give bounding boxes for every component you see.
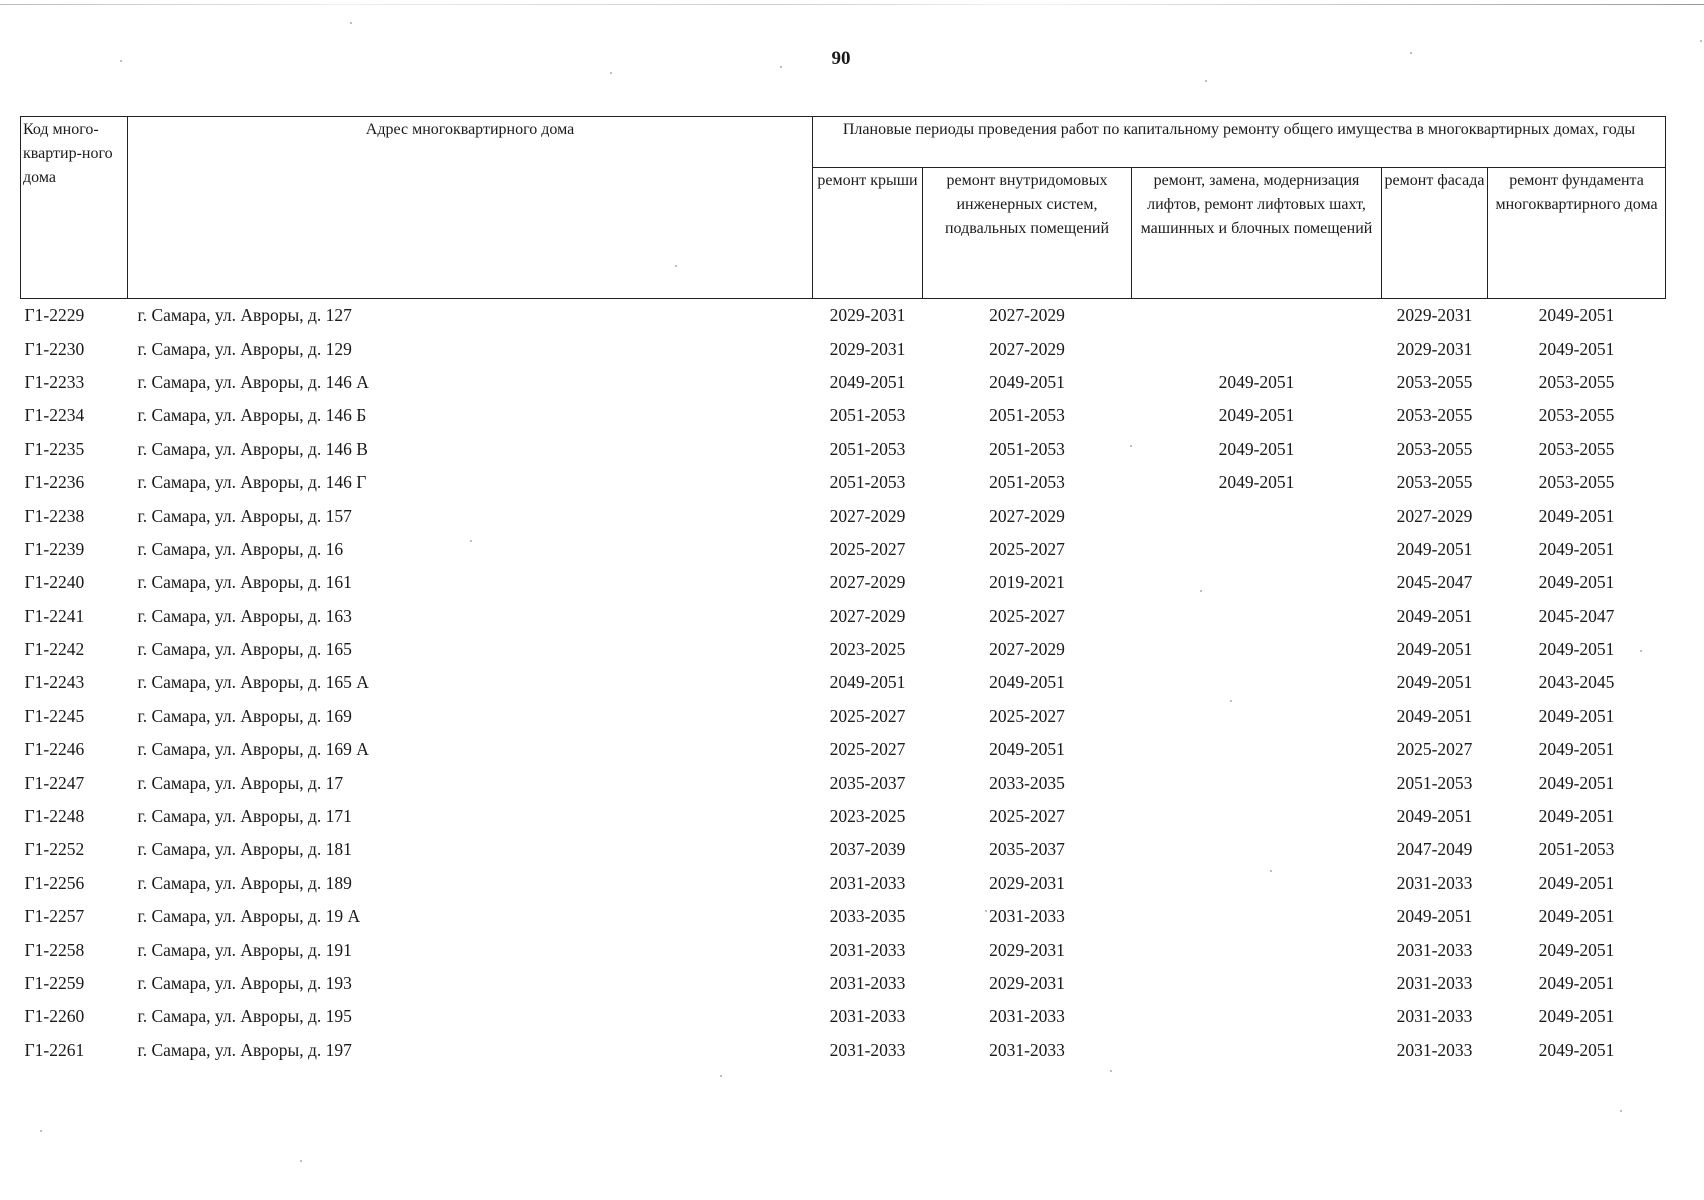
cell-address: г. Самара, ул. Авроры, д. 165 А (137, 672, 369, 693)
cell-roof: 2027-2029 (829, 605, 906, 626)
cell-engineering: 2029-2031 (989, 939, 1065, 960)
cell-code: Г1-2247 (24, 772, 85, 793)
cell-foundation: 2049-2051 (1538, 338, 1615, 359)
cell-code: Г1-2240 (24, 572, 85, 593)
scan-speck (350, 22, 352, 24)
header-address: Адрес многоквартирного дома (128, 117, 813, 299)
cell-engineering: 2025-2027 (989, 538, 1065, 559)
cell-code: Г1-2258 (24, 939, 85, 960)
cell-elevators (1132, 867, 1382, 900)
scan-speck (610, 72, 612, 74)
cell-code: Г1-2252 (24, 839, 85, 860)
scan-speck (1130, 445, 1132, 447)
table-row (21, 766, 1666, 799)
cell-elevators (1132, 900, 1382, 933)
cell-roof: 2051-2053 (829, 405, 906, 426)
cell-elevators (1132, 332, 1382, 365)
cell-roof: 2029-2031 (829, 305, 906, 326)
cell-facade: 2031-2033 (1396, 1039, 1473, 1060)
cell-code: Г1-2257 (24, 906, 85, 927)
cell-address: г. Самара, ул. Авроры, д. 146 В (137, 438, 368, 459)
cell-elevators: 2049-2051 (1218, 472, 1295, 493)
cell-foundation: 2049-2051 (1538, 772, 1615, 793)
header-engineering: ремонт внутридомовых инженерных систем, подвальных помещений (923, 168, 1132, 299)
cell-facade: 2029-2031 (1396, 338, 1473, 359)
cell-address: г. Самара, ул. Авроры, д. 146 Г (137, 472, 367, 493)
cell-elevators (1132, 700, 1382, 733)
cell-facade: 2051-2053 (1396, 772, 1473, 793)
cell-elevators (1132, 833, 1382, 866)
cell-facade: 2049-2051 (1396, 605, 1473, 626)
table-row (21, 533, 1666, 566)
cell-foundation: 2049-2051 (1538, 739, 1615, 760)
cell-foundation: 2049-2051 (1538, 572, 1615, 593)
table-row (21, 666, 1666, 699)
table-row (21, 1034, 1666, 1067)
cell-address: г. Самара, ул. Авроры, д. 197 (137, 1039, 352, 1060)
table-body (21, 299, 1666, 1067)
cell-facade: 2049-2051 (1396, 538, 1473, 559)
cell-foundation: 2053-2055 (1538, 371, 1615, 392)
cell-facade: 2049-2051 (1396, 672, 1473, 693)
cell-roof: 2037-2039 (829, 839, 906, 860)
scan-edge-line (0, 4, 1704, 5)
cell-elevators: 2049-2051 (1218, 438, 1295, 459)
cell-elevators (1132, 800, 1382, 833)
cell-engineering: 2029-2031 (989, 872, 1065, 893)
cell-roof: 2025-2027 (829, 538, 906, 559)
cell-engineering: 2031-2033 (989, 1006, 1065, 1027)
cell-roof: 2031-2033 (829, 872, 906, 893)
scan-speck (40, 1130, 42, 1132)
cell-foundation: 2051-2053 (1538, 839, 1615, 860)
cell-roof: 2027-2029 (829, 572, 906, 593)
cell-facade: 2053-2055 (1396, 371, 1473, 392)
cell-roof: 2049-2051 (829, 672, 906, 693)
cell-foundation: 2049-2051 (1538, 538, 1615, 559)
cell-foundation: 2049-2051 (1538, 973, 1615, 993)
cell-code: Г1-2234 (24, 405, 85, 426)
cell-foundation: 2049-2051 (1538, 305, 1615, 326)
cell-foundation: 2049-2051 (1538, 639, 1615, 660)
cell-engineering: 2033-2035 (989, 772, 1065, 793)
cell-engineering: 2025-2027 (989, 705, 1065, 726)
table-row (21, 499, 1666, 532)
cell-engineering: 2049-2051 (989, 739, 1065, 760)
cell-foundation: 2049-2051 (1538, 806, 1615, 827)
cell-facade: 2053-2055 (1396, 472, 1473, 493)
scan-speck (1620, 1110, 1622, 1112)
cell-foundation: 2049-2051 (1538, 1039, 1615, 1060)
cell-engineering: 2051-2053 (989, 438, 1065, 459)
cell-address: г. Самара, ул. Авроры, д. 189 (137, 872, 352, 893)
cell-elevators (1132, 633, 1382, 666)
cell-foundation: 2053-2055 (1538, 438, 1615, 459)
cell-code: Г1-2246 (24, 739, 85, 760)
cell-address: г. Самара, ул. Авроры, д. 161 (137, 572, 352, 593)
table-row (21, 933, 1666, 966)
cell-elevators (1132, 666, 1382, 699)
scan-speck (1700, 40, 1702, 42)
cell-address: г. Самара, ул. Авроры, д. 171 (137, 806, 352, 827)
cell-code: Г1-2245 (24, 705, 85, 726)
cell-foundation: 2049-2051 (1538, 505, 1615, 526)
cell-elevators (1132, 766, 1382, 799)
cell-facade: 2047-2049 (1396, 839, 1473, 860)
header-code: Код много-квартир-ного дома (21, 117, 128, 299)
cell-address: г. Самара, ул. Авроры, д. 191 (137, 939, 352, 960)
cell-roof: 2031-2033 (829, 1039, 906, 1060)
cell-facade: 2031-2033 (1396, 973, 1473, 993)
cell-facade: 2049-2051 (1396, 906, 1473, 927)
header-facade: ремонт фасада (1382, 168, 1488, 299)
cell-code: Г1-2238 (24, 505, 85, 526)
cell-address: г. Самара, ул. Авроры, д. 165 (137, 639, 352, 660)
cell-elevators (1132, 733, 1382, 766)
scan-speck (1110, 1070, 1112, 1072)
cell-foundation: 2049-2051 (1538, 1006, 1615, 1027)
table-row (21, 633, 1666, 666)
cell-elevators (1132, 533, 1382, 566)
cell-elevators: 2049-2051 (1218, 371, 1295, 392)
scan-speck (1205, 80, 1207, 82)
cell-engineering: 2029-2031 (989, 973, 1065, 993)
cell-roof: 2025-2027 (829, 705, 906, 726)
scan-speck (985, 910, 987, 912)
cell-elevators (1132, 600, 1382, 633)
cell-address: г. Самара, ул. Авроры, д. 169 (137, 705, 352, 726)
header-elevators: ремонт, замена, модернизация лифтов, ремонт лифтовых шахт, машинных и блочных помещений (1132, 168, 1382, 299)
cell-code: Г1-2241 (24, 605, 85, 626)
cell-facade: 2031-2033 (1396, 872, 1473, 893)
cell-code: Г1-2235 (24, 438, 85, 459)
cell-facade: 2053-2055 (1396, 438, 1473, 459)
cell-facade: 2053-2055 (1396, 405, 1473, 426)
cell-roof: 2051-2053 (829, 472, 906, 493)
header-foundation: ремонт фундамента многоквартирного дома (1488, 168, 1666, 299)
cell-facade: 2049-2051 (1396, 806, 1473, 827)
cell-address: г. Самара, ул. Авроры, д. 195 (137, 1006, 352, 1027)
scan-speck (720, 1075, 722, 1077)
cell-roof: 2033-2035 (829, 906, 906, 927)
cell-address: г. Самара, ул. Авроры, д. 17 (137, 772, 344, 793)
table-row (21, 600, 1666, 633)
cell-address: г. Самара, ул. Авроры, д. 193 (137, 973, 352, 993)
table-row (21, 332, 1666, 365)
scan-speck (120, 60, 122, 62)
scan-speck (1410, 52, 1412, 54)
cell-elevators (1132, 933, 1382, 966)
cell-roof: 2035-2037 (829, 772, 906, 793)
cell-code: Г1-2233 (24, 371, 85, 392)
scan-speck (470, 540, 472, 542)
cell-elevators (1132, 566, 1382, 599)
table-row (21, 700, 1666, 733)
cell-roof: 2029-2031 (829, 338, 906, 359)
cell-engineering: 2027-2029 (989, 505, 1065, 526)
cell-code: Г1-2243 (24, 672, 85, 693)
cell-code: Г1-2256 (24, 872, 85, 893)
cell-address: г. Самара, ул. Авроры, д. 129 (137, 338, 352, 359)
table-row (21, 1000, 1666, 1033)
cell-address: г. Самара, ул. Авроры, д. 16 (137, 538, 344, 559)
cell-engineering: 2049-2051 (989, 672, 1065, 693)
page-number: 90 (831, 48, 851, 69)
table-row (21, 867, 1666, 900)
cell-address: г. Самара, ул. Авроры, д. 146 А (137, 371, 369, 392)
cell-roof: 2023-2025 (829, 806, 906, 827)
cell-foundation: 2053-2055 (1538, 472, 1615, 493)
cell-code: Г1-2260 (24, 1006, 85, 1027)
cell-engineering: 2035-2037 (989, 839, 1065, 860)
cell-engineering: 2019-2021 (989, 572, 1065, 593)
cell-facade: 2031-2033 (1396, 1006, 1473, 1027)
cell-foundation: 2043-2045 (1538, 672, 1615, 693)
cell-roof: 2031-2033 (829, 973, 906, 993)
cell-facade: 2031-2033 (1396, 939, 1473, 960)
scan-speck (1640, 650, 1642, 652)
cell-foundation: 2053-2055 (1538, 405, 1615, 426)
cell-code: Г1-2259 (24, 973, 85, 993)
table-row (21, 433, 1666, 466)
cell-roof: 2027-2029 (829, 505, 906, 526)
cell-code: Г1-2229 (24, 305, 85, 326)
cell-elevators (1132, 499, 1382, 532)
cell-elevators (1132, 299, 1382, 333)
cell-code: Г1-2261 (24, 1039, 85, 1060)
cell-roof: 2049-2051 (829, 371, 906, 392)
cell-foundation: 2045-2047 (1538, 605, 1615, 626)
cell-code: Г1-2236 (24, 472, 85, 493)
cell-engineering: 2031-2033 (989, 906, 1065, 927)
cell-facade: 2049-2051 (1396, 639, 1473, 660)
scan-speck (300, 1160, 302, 1162)
table-row (21, 833, 1666, 866)
cell-elevators (1132, 1034, 1382, 1067)
scan-speck (1200, 590, 1202, 592)
cell-elevators (1132, 967, 1382, 1000)
cell-roof: 2031-2033 (829, 1006, 906, 1027)
cell-engineering: 2051-2053 (989, 472, 1065, 493)
cell-elevators: 2049-2051 (1218, 405, 1295, 426)
table-header (21, 117, 1666, 299)
scan-speck (675, 265, 677, 267)
cell-roof: 2023-2025 (829, 639, 906, 660)
cell-engineering: 2027-2029 (989, 305, 1065, 326)
cell-engineering: 2025-2027 (989, 806, 1065, 827)
cell-address: г. Самара, ул. Авроры, д. 163 (137, 605, 352, 626)
cell-engineering: 2027-2029 (989, 338, 1065, 359)
scan-speck (1270, 870, 1272, 872)
cell-facade: 2049-2051 (1396, 705, 1473, 726)
table-row (21, 967, 1666, 1000)
table-row (21, 900, 1666, 933)
cell-facade: 2045-2047 (1396, 572, 1473, 593)
cell-roof: 2031-2033 (829, 939, 906, 960)
scan-speck (780, 66, 782, 68)
scan-speck (1230, 700, 1232, 702)
cell-code: Г1-2248 (24, 806, 85, 827)
cell-address: г. Самара, ул. Авроры, д. 181 (137, 839, 352, 860)
cell-address: г. Самара, ул. Авроры, д. 127 (137, 305, 352, 326)
cell-foundation: 2049-2051 (1538, 939, 1615, 960)
capital-repair-schedule-table (20, 116, 1666, 1067)
cell-facade: 2029-2031 (1396, 305, 1473, 326)
cell-address: г. Самара, ул. Авроры, д. 169 А (137, 739, 369, 760)
cell-foundation: 2049-2051 (1538, 872, 1615, 893)
cell-facade: 2027-2029 (1396, 505, 1473, 526)
cell-foundation: 2049-2051 (1538, 906, 1615, 927)
cell-address: г. Самара, ул. Авроры, д. 146 Б (137, 405, 367, 426)
cell-address: г. Самара, ул. Авроры, д. 157 (137, 505, 352, 526)
cell-code: Г1-2239 (24, 538, 85, 559)
table-row (21, 733, 1666, 766)
table-row (21, 800, 1666, 833)
cell-engineering: 2025-2027 (989, 605, 1065, 626)
header-periods-group: Плановые периоды проведения работ по капитальному ремонту общего имущества в многоквартирных домах, годы (813, 117, 1666, 168)
table-row (21, 299, 1666, 333)
cell-roof: 2025-2027 (829, 739, 906, 760)
cell-engineering: 2051-2053 (989, 405, 1065, 426)
cell-code: Г1-2230 (24, 338, 85, 359)
header-roof: ремонт крыши (813, 168, 923, 299)
table-row (21, 366, 1666, 399)
cell-address: г. Самара, ул. Авроры, д. 19 А (137, 906, 361, 927)
cell-engineering: 2049-2051 (989, 371, 1065, 392)
cell-engineering: 2027-2029 (989, 639, 1065, 660)
cell-foundation: 2049-2051 (1538, 705, 1615, 726)
cell-facade: 2025-2027 (1396, 739, 1473, 760)
cell-code: Г1-2242 (24, 639, 85, 660)
table-row (21, 466, 1666, 499)
cell-elevators (1132, 1000, 1382, 1033)
cell-roof: 2051-2053 (829, 438, 906, 459)
table-row (21, 566, 1666, 599)
cell-engineering: 2031-2033 (989, 1039, 1065, 1060)
table-row (21, 399, 1666, 432)
